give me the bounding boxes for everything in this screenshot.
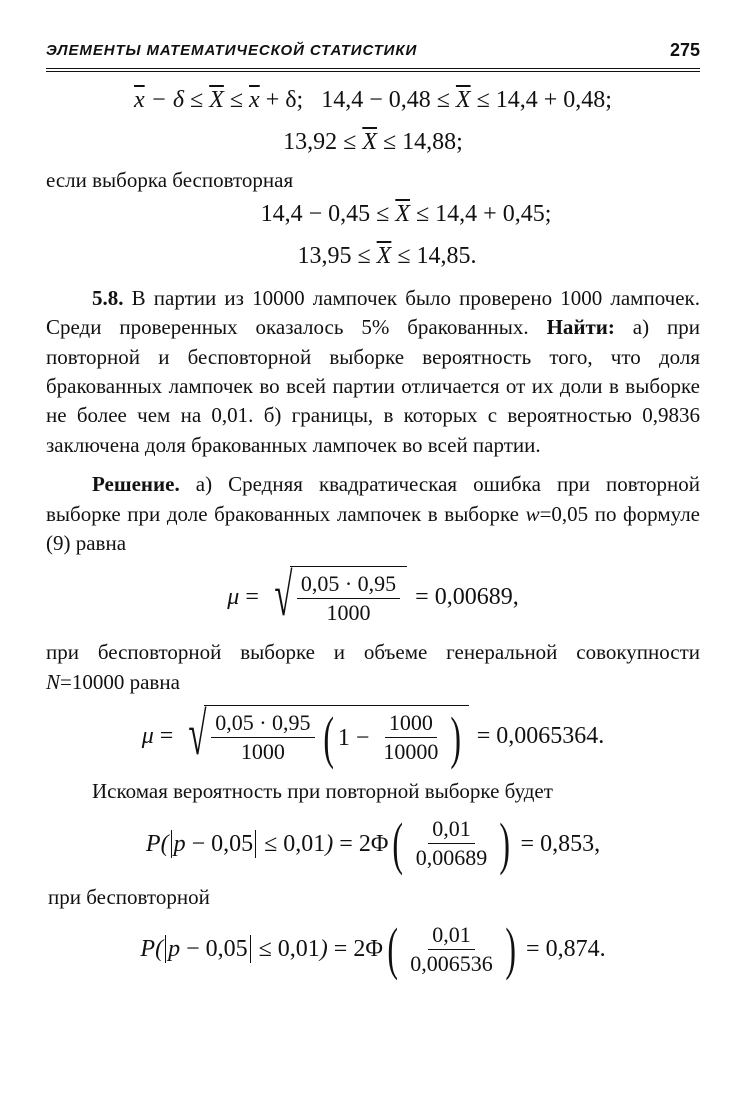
equation-interval-repeat-result: 13,92 ≤ $\overline{X}$ ≤ 14,88; (283, 129, 463, 156)
square-root: √ $\frac{0,05 \cdot 0,95}{1000}$ (267, 566, 407, 628)
equation-interval-nonrepeat-result: 13,95 ≤ $\overline{X}$ ≤ 14,85. (297, 242, 477, 269)
fraction: $\frac{0,05 \cdot 0,95}{1000}$ (211, 709, 314, 766)
problem-number: 5.8. (92, 285, 124, 310)
equation-probability-nonrepeat: P ( p − 0,05 ≤ 0,01 ) = 2Φ ( $\frac{0,01}{0,006536}$ ) = 0,874. (140, 916, 606, 982)
text-general-population: при бесповторной выборке и объеме генеральной совокупности N=10000 равна (46, 640, 700, 694)
fraction: $\frac{0,05 \cdot 0,95}{1000}$ (297, 570, 400, 627)
page-number: 275 (669, 40, 700, 60)
find-label: Найти: (546, 315, 615, 340)
fraction: $\frac{0,01}{0,00689}$ (415, 816, 488, 871)
square-root: √ $\frac{0,05 \cdot 0,95}{1000}$ ( 1 − $\frac{1000}{10000}$ ) (181, 705, 468, 767)
fraction: $\frac{1000}{10000}$ (383, 710, 439, 765)
text-nonrepeat-2: при бесповторной (48, 884, 210, 909)
equation-interval-nonrepeat: 14,4 − 0,45 ≤ $\overline{X}$ ≤ 14,4 + 0,45; (260, 200, 552, 227)
equation-interval-repeat: $\overline{x}$ − δ ≤ $\overline{X}$ ≤ $\overline{x}$ + δ; 14,4 − 0,48 ≤ $\overline{X}$ ≤ 14,4 + 0,48; (134, 87, 612, 114)
header-rule-top (46, 68, 700, 69)
running-header (46, 36, 700, 68)
solution-label: Решение. (92, 472, 180, 497)
solution-paragraph: Решение. а) Средняя квадратическая ошибка при повторной выборке при доле бракованных лампочек в выборке w=0,05 по формуле (9) равна (46, 472, 701, 556)
text-probability: Искомая вероятность при повторной выборке будет (92, 779, 553, 804)
header-rule-bottom (46, 71, 700, 72)
problem-paragraph: 5.8. В партии из 10000 лампочек было проверено 1000 лампочек. Среди проверенных оказалось 5% бракованных. Найти: а) при повторной и бесповторной выборке вероятность того, что доля бракованных лампочек во всей партии отличается от их доли в выборке не более чем на 0,01. б) границы, в которых с вероятностью 0,9836 заключена доля бракованных лампочек во всей партии. (46, 285, 700, 457)
fraction: $\frac{0,01}{0,006536}$ (410, 921, 493, 976)
running-title: ЭЛЕМЕНТЫ МАТЕМАТИЧЕСКОЙ СТАТИСТИКИ (46, 42, 418, 59)
text-nonrepeat: если выборка бесповторная (46, 168, 294, 193)
equation-mu-repeat: μ = √ $\frac{0,05 \cdot 0,95}{1000}$ = 0,00689, (227, 562, 519, 629)
equation-mu-nonrepeat: μ = √ $\frac{0,05 \cdot 0,95}{1000}$ ( 1 − $\frac{1000}{10000}$ ) = 0,0065364. (141, 701, 605, 770)
equation-probability-repeat: P ( p − 0,05 ≤ 0,01 ) = 2Φ ( $\frac{0,01}{0,00689}$ ) = 0,853, (145, 810, 601, 876)
